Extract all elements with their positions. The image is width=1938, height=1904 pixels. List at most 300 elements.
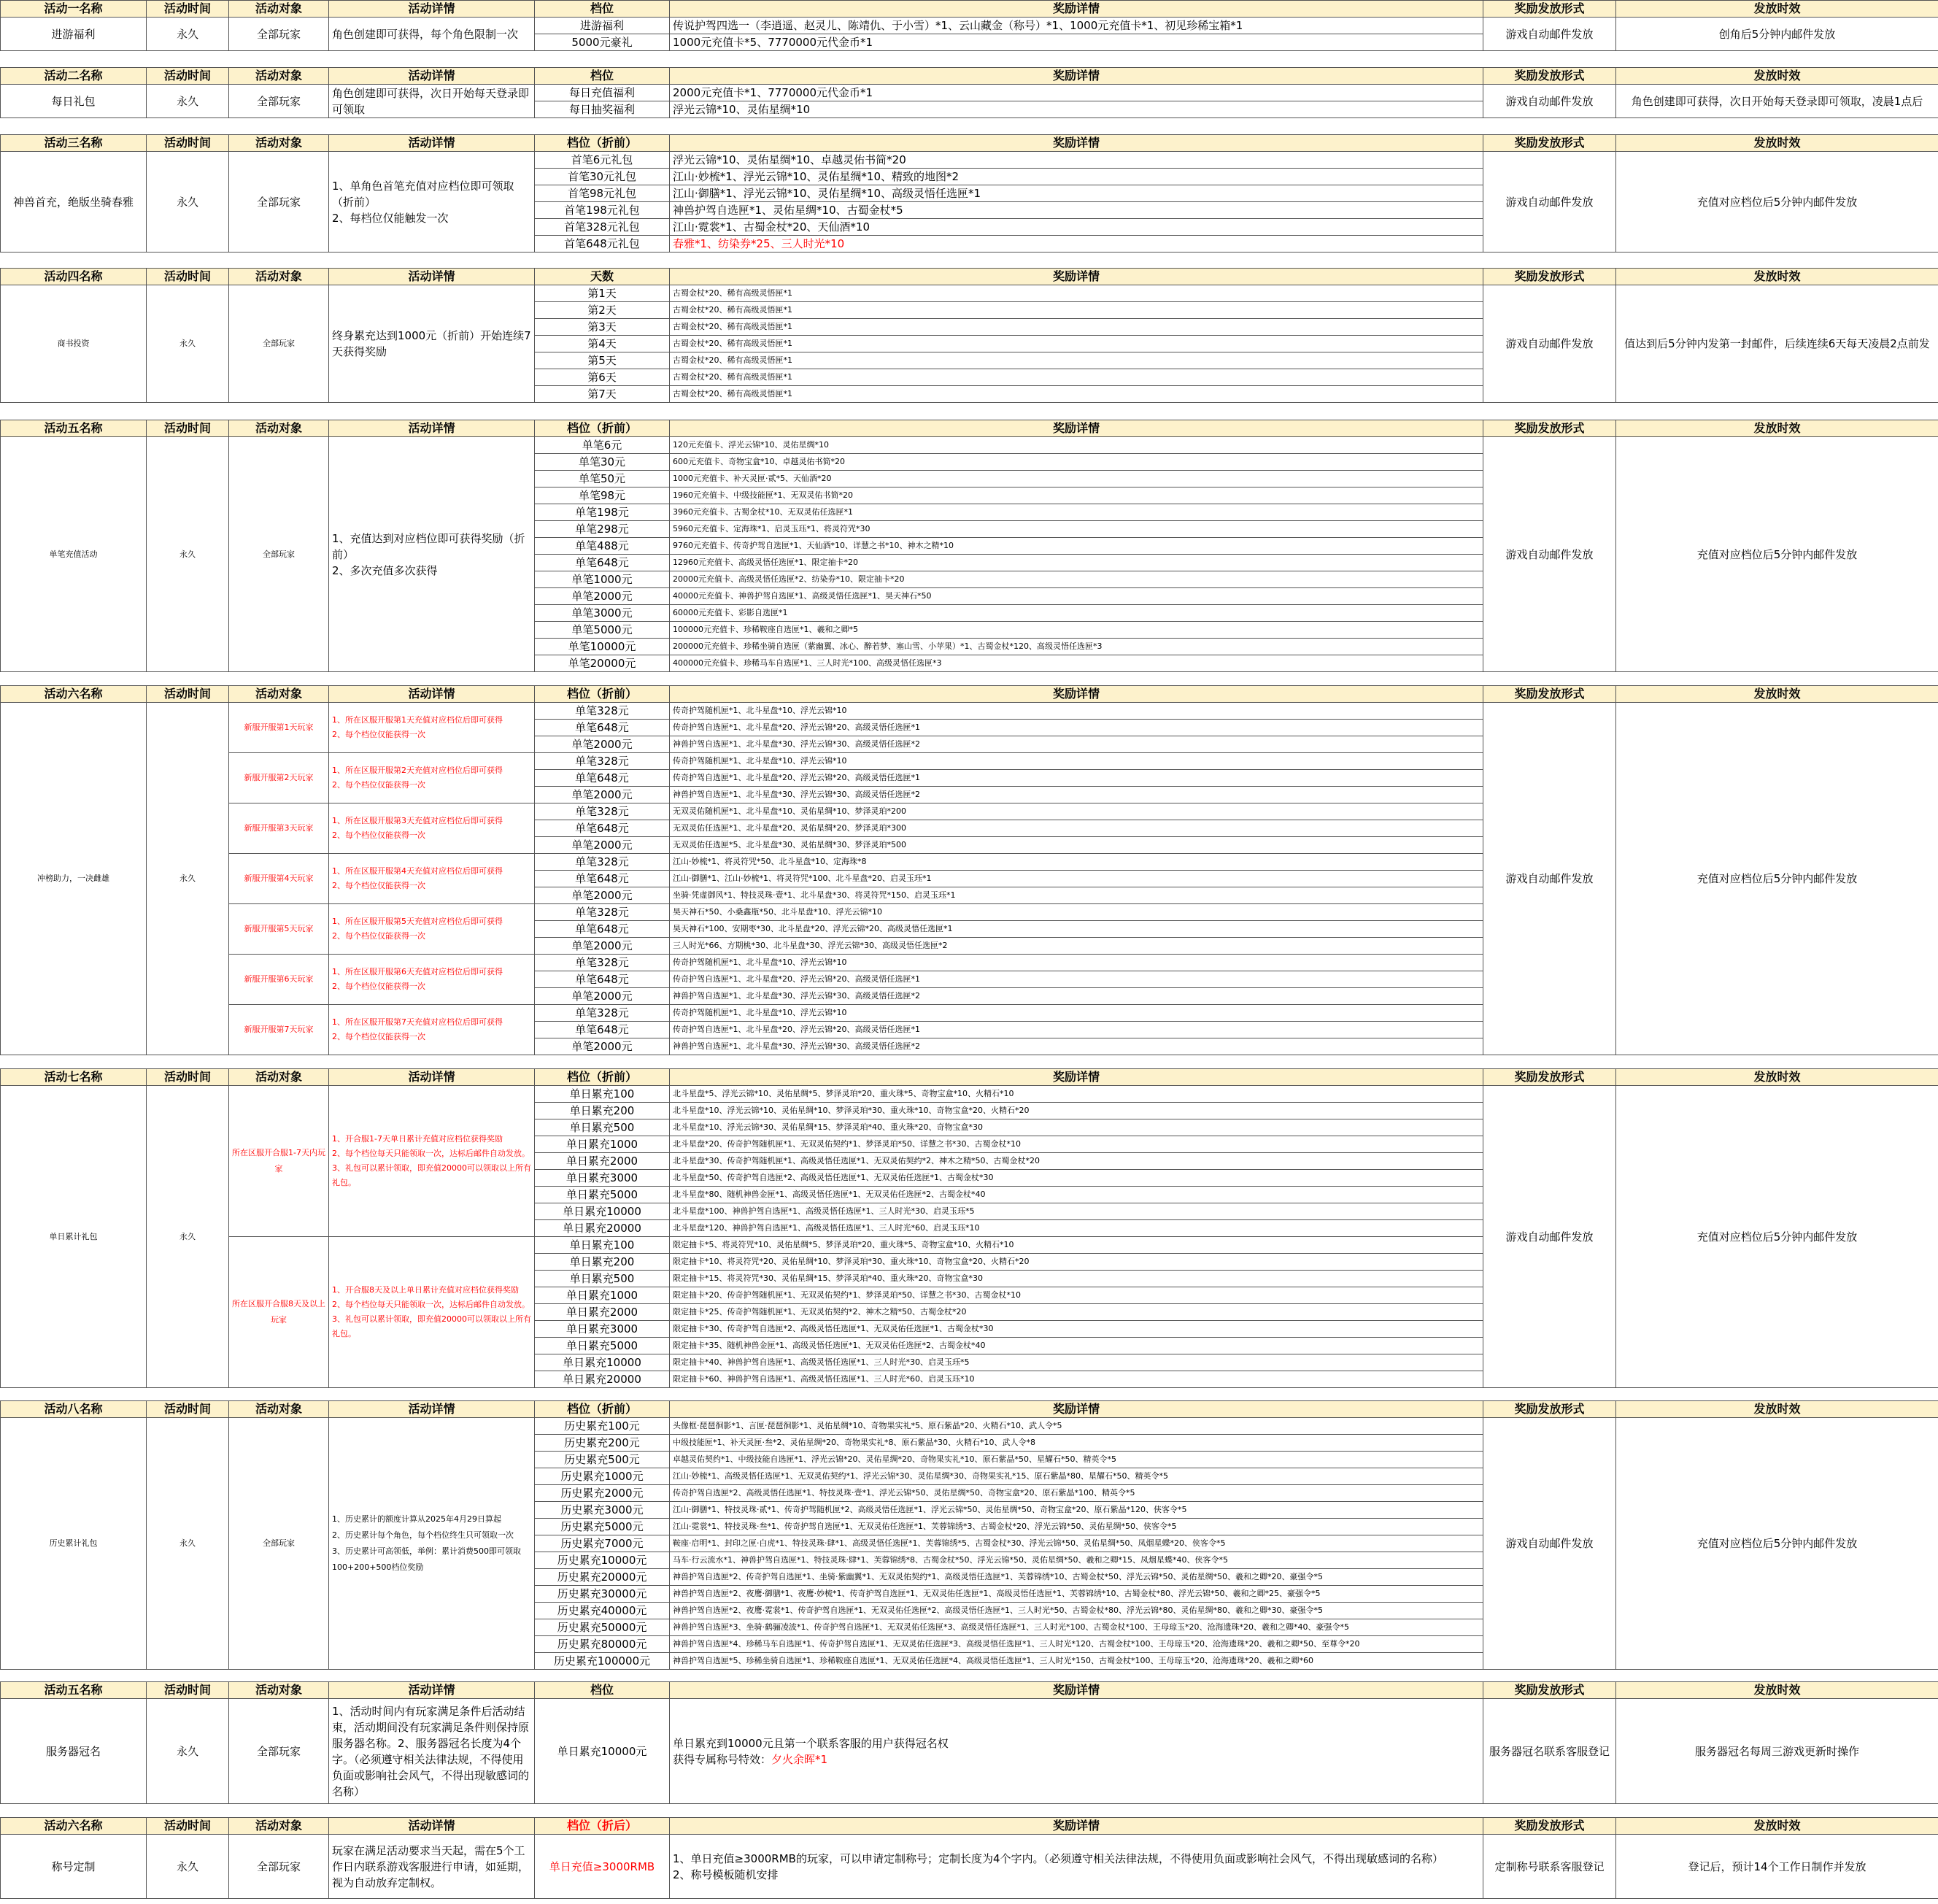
header-time: 活动时间: [147, 135, 229, 152]
reward-cell: 北斗星盘*10、浮光云锦*10、灵佑星绸*10、梦泽灵珀*30、重火珠*10、奇物宝盒*20、火精石*20: [670, 1103, 1483, 1119]
reward-timing: 充值对应档位后5分钟内邮件发放: [1616, 703, 1938, 1055]
activity-detail: [329, 18, 535, 51]
reward-cell: 传奇护驾随机匣*1、北斗星盘*10、浮光云锦*10: [670, 955, 1483, 971]
tier-cell: 单笔10000元: [535, 639, 670, 655]
activity-block-a6: [0, 685, 1938, 1055]
tier-cell: 每日抽奖福利: [535, 101, 670, 118]
detail-line: 1、所在区服开服第5天充值对应档位后即可获得: [332, 917, 503, 926]
tier-cell: 单笔328元: [535, 1005, 670, 1022]
tier-cell: 首笔328元礼包: [535, 219, 670, 236]
detail-line: 1、所在区服开服第2天充值对应档位后即可获得: [332, 766, 503, 775]
tier-cell: 单笔648元: [535, 770, 670, 787]
tier-cell: 历史累充500元: [535, 1452, 670, 1468]
header-name: 活动三名称: [1, 135, 147, 152]
reward-cell: 北斗星盘*120、神兽护驾自选匣*1、高级灵悟任选匣*1、三人时光*60、启灵玉珏*10: [670, 1220, 1483, 1237]
reward-cell: 神兽护驾自选匣*1、北斗星盘*30、浮光云锦*30、高级灵悟任选匣*2: [670, 736, 1483, 753]
reward-text: 获得专属称号特效：: [673, 1752, 772, 1766]
reward-timing: 充值对应档位后5分钟内邮件发放: [1616, 152, 1938, 253]
detail-line: 2、每个档位仅能获得一次: [332, 830, 425, 840]
reward-cell: 5960元充值卡、定海珠*1、启灵玉珏*1、将灵符咒*30: [670, 521, 1483, 538]
reward-timing: 充值对应档位后5分钟内邮件发放: [1616, 437, 1938, 672]
reward-cell: 神兽护驾自选匣*2、夜鹰·霓裳*1、传奇护驾自选匣*1、无双灵佑任选匣*2、高级灵悟任选匣*1、三人时光*50、古蜀金杖*80、浮光云锦*80、灵佑星绸*80、羲和之卿*30、豪强令*5: [670, 1603, 1483, 1619]
reward-cell: 古蜀金杖*20、稀有高级灵悟匣*1: [670, 302, 1483, 319]
header-reward: 奖励详情: [670, 420, 1483, 437]
activity-block-a8: [0, 1400, 1938, 1670]
tier-cell: 单笔2000元: [535, 736, 670, 753]
header-timing: 发放时效: [1616, 1069, 1938, 1086]
reward-cell: 限定抽卡*25、传奇护驾随机匣*1、无双灵佑契约*2、神木之精*50、古蜀金杖*20: [670, 1304, 1483, 1321]
tier-cell: 历史累充10000元: [535, 1552, 670, 1569]
activity-detail: [329, 1005, 535, 1055]
header-timing: 发放时效: [1616, 420, 1938, 437]
activity-target: 全部玩家: [229, 1835, 329, 1899]
activity-table: [0, 685, 1938, 1055]
tier-cell: 单日累充500: [535, 1119, 670, 1136]
tier-cell: 历史累充2000元: [535, 1485, 670, 1502]
tier-cell: 单笔6元: [535, 437, 670, 454]
reward-cell: 中级技能匣*1、补天灵匣·叁*2、灵佑星绸*20、奇物果实礼*8、原石紫晶*30、火精石*10、武人令*8: [670, 1435, 1483, 1452]
tier-cell: 历史累充100000元: [535, 1653, 670, 1670]
header-tier: 档位（折前）: [535, 686, 670, 703]
reward-cell: 神兽护驾自选匣*4、珍稀马车自选匣*1、传奇护驾自选匣*1、无双灵佑任选匣*3、高级灵悟任选匣*1、三人时光*120、古蜀金杖*100、王母琼玉*20、沧海遗珠*20、羲和之卿*50、至尊令*20: [670, 1636, 1483, 1653]
tier-cell: 单笔648元: [535, 921, 670, 938]
reward-cell: 1960元充值卡、中级技能匣*1、无双灵佑书简*20: [670, 487, 1483, 504]
tier-cell: 单笔328元: [535, 803, 670, 820]
reward-cell: 昊天神石*100、安期枣*30、北斗星盘*20、浮光云锦*20、高级灵悟任选匣*1: [670, 921, 1483, 938]
reward-cell: 400000元充值卡、珍稀马车自选匣*1、三人时光*100、高级灵悟任选匣*3: [670, 655, 1483, 672]
detail-line: 2、每个档位每天只能领取一次，达标后邮件自动发放。: [332, 1300, 530, 1309]
table-row: [1, 1699, 1938, 1804]
header-target: 活动对象: [229, 1818, 329, 1835]
reward-cell: 鞍座·启明*1、封印之匣·白虎*1、特技灵珠·肆*1、高级灵悟任选匣*1、芙蓉锦绣*5、古蜀金杖*30、浮光云锦*50、灵佑星绸*50、凤烟星蝶*20、侠客令*5: [670, 1535, 1483, 1552]
reward-cell: 北斗星盘*20、传奇护驾随机匣*1、无双灵佑契约*1、梦泽灵珀*50、详慧之书*30、古蜀金杖*10: [670, 1136, 1483, 1153]
reward-cell: 北斗星盘*80、随机神兽金匣*1、高级灵悟任选匣*1、无双灵佑任选匣*2、古蜀金杖*40: [670, 1187, 1483, 1203]
activity-detail: [329, 285, 535, 403]
header-target: 活动对象: [229, 1682, 329, 1699]
reward-cell: 传奇护驾随机匣*1、北斗星盘*10、浮光云锦*10: [670, 1005, 1483, 1022]
reward-cell: 传奇护驾自选匣*2、高级灵悟任选匣*1、特技灵珠·壹*1、浮光云锦*50、灵佑星绸*50、奇物宝盒*20、原石紫晶*100、精英令*5: [670, 1485, 1483, 1502]
activity-target: 所在区服开合服8天及以上玩家: [229, 1237, 329, 1388]
header-timing: 发放时效: [1616, 1, 1938, 18]
activity-detail: [329, 955, 535, 1005]
reward-cell: 古蜀金杖*20、稀有高级灵悟匣*1: [670, 369, 1483, 386]
header-detail: 活动详情: [329, 68, 535, 85]
reward-timing: 充值对应档位后5分钟内邮件发放: [1616, 1418, 1938, 1670]
reward-cell: 古蜀金杖*20、稀有高级灵悟匣*1: [670, 285, 1483, 302]
detail-line: 1、所在区服开服第6天充值对应档位后即可获得: [332, 967, 503, 976]
tier-cell: 单笔5000元: [535, 622, 670, 639]
tier-cell: 单笔2000元: [535, 588, 670, 605]
tier-cell: 历史累充80000元: [535, 1636, 670, 1653]
tier-cell: 5000元豪礼: [535, 34, 670, 51]
tier-cell: 单日累充100: [535, 1237, 670, 1254]
reward-cell: 限定抽卡*35、随机神兽金匣*1、高级灵悟任选匣*1、无双灵佑任选匣*2、古蜀金杖*40: [670, 1338, 1483, 1354]
header-detail: 活动详情: [329, 1401, 535, 1418]
reward-cell: 限定抽卡*15、将灵符咒*30、灵佑星绸*15、梦泽灵珀*40、重火珠*20、奇物宝盒*30: [670, 1271, 1483, 1287]
reward-cell: 北斗星盘*5、浮光云锦*10、灵佑星绸*5、梦泽灵珀*20、重火珠*5、奇物宝盒*10、火精石*10: [670, 1086, 1483, 1103]
detail-line: 1、充值达到对应档位即可获得奖励（折前）: [332, 531, 525, 561]
detail-line: 1、开合服1-7天单日累计充值对应档位获得奖励: [332, 1134, 503, 1144]
tier-cell: 单笔198元: [535, 504, 670, 521]
header-reward: 奖励详情: [670, 1682, 1483, 1699]
detail-line: 3、礼包可以累计领取，即充值20000可以领取以上所有礼包。: [332, 1163, 531, 1187]
activity-block-a1: [0, 0, 1938, 51]
tier-cell: 历史累充30000元: [535, 1586, 670, 1603]
activity-block-a9: [0, 1681, 1938, 1804]
activity-time: 永久: [147, 285, 229, 403]
header-timing: 发放时效: [1616, 1401, 1938, 1418]
activity-detail: [329, 803, 535, 854]
reward-cell: 传奇护驾随机匣*1、北斗星盘*10、浮光云锦*10: [670, 703, 1483, 720]
tier-cell: 每日充值福利: [535, 85, 670, 101]
table-row: [1, 1418, 1938, 1435]
tier-cell: 单笔648元: [535, 555, 670, 571]
reward-cell: 江山·妙梳*1、浮光云锦*10、灵佑星绸*10、精致的地图*2: [670, 169, 1483, 185]
activity-block-a2: [0, 67, 1938, 118]
detail-line: 2、每个档位仅能获得一次: [332, 730, 425, 739]
tier-cell: 第1天: [535, 285, 670, 302]
detail-line: 2、每个档位仅能获得一次: [332, 931, 425, 941]
reward-cell: 神兽护驾自选匣*1、灵佑星绸*10、古蜀金杖*5: [670, 202, 1483, 219]
activity-detail: [329, 1418, 535, 1670]
header-time: 活动时间: [147, 1401, 229, 1418]
activity-table: [0, 1681, 1938, 1804]
activity-time: 永久: [147, 437, 229, 672]
reward-cell: 120元充值卡、浮光云锦*10、灵佑星绸*10: [670, 437, 1483, 454]
header-name: 活动六名称: [1, 686, 147, 703]
header-time: 活动时间: [147, 420, 229, 437]
reward-cell: 江山·妙梳*1、高级灵悟任选匣*1、无双灵佑契约*1、浮光云锦*30、灵佑星绸*30、奇物果实礼*15、原石紫晶*80、星耀石*50、精英令*5: [670, 1468, 1483, 1485]
reward-cell: 3960元充值卡、古蜀金杖*10、无双灵佑任选匣*1: [670, 504, 1483, 521]
header-name: 活动五名称: [1, 420, 147, 437]
header-detail: 活动详情: [329, 1682, 535, 1699]
header-reward: 奖励详情: [670, 686, 1483, 703]
tier-cell: 单日累充5000: [535, 1338, 670, 1354]
reward-cell: 限定抽卡*20、传奇护驾随机匣*1、无双灵佑契约*1、梦泽灵珀*50、详慧之书*30、古蜀金杖*10: [670, 1287, 1483, 1304]
tier-cell: 单笔2000元: [535, 787, 670, 803]
tier-cell: 历史累充7000元: [535, 1535, 670, 1552]
tier-cell: 单笔328元: [535, 703, 670, 720]
reward-cell: 三人时光*66、方期桃*30、北斗星盘*30、浮光云锦*30、高级灵悟任选匣*2: [670, 938, 1483, 955]
activity-name: 进游福利: [1, 18, 147, 51]
header-tier: 档位: [535, 1682, 670, 1699]
reward-cell: 江山·御膳*1、特技灵珠·贰*1、传奇护驾随机匣*2、高级灵悟任选匣*1、浮光云锦*50、灵佑星绸*50、奇物宝盒*20、原石紫晶*120、侠客令*5: [670, 1502, 1483, 1519]
activity-detail: [329, 854, 535, 904]
header-row: [1, 135, 1938, 152]
tier-cell: 单笔328元: [535, 854, 670, 871]
header-row: [1, 68, 1938, 85]
reward-cell: 春雅*1、纺染券*25、三人时光*10: [670, 236, 1483, 253]
tier-cell: 单日累充2000: [535, 1153, 670, 1170]
detail-line: 角色创建即可获得，次日开始每天登录即可领取: [332, 86, 530, 116]
tier-cell: 单日累充100: [535, 1086, 670, 1103]
header-time: 活动时间: [147, 1818, 229, 1835]
reward-cell: 无双灵佑任选匣*5、北斗星盘*30、灵佑星绸*30、梦泽灵珀*500: [670, 837, 1483, 854]
detail-line: 2、每个档位每天只能领取一次，达标后邮件自动发放。: [332, 1149, 530, 1158]
table-row: [1, 437, 1938, 454]
reward-cell: 神兽护驾自选匣*1、北斗星盘*30、浮光云锦*30、高级灵悟任选匣*2: [670, 988, 1483, 1005]
detail-line: 角色创建即可获得，每个角色限制一次: [332, 27, 519, 41]
activity-time: 永久: [147, 18, 229, 51]
tier-cell: 单笔2000元: [535, 1038, 670, 1055]
tier-cell: 单日累充1000: [535, 1287, 670, 1304]
reward-cell: 神兽护驾自选匣*3、坐骑·鹤骊凌波*1、传奇护驾自选匣*1、无双灵佑任选匣*3、高级灵悟任选匣*1、三人时光*100、古蜀金杖*100、王母琼玉*20、沧海遗珠*20、羲和之卿*40、豪强令*5: [670, 1619, 1483, 1636]
header-target: 活动对象: [229, 68, 329, 85]
header-detail: 活动详情: [329, 1818, 535, 1835]
header-timing: 发放时效: [1616, 1818, 1938, 1835]
activity-time: 永久: [147, 85, 229, 118]
activity-time: 永久: [147, 703, 229, 1055]
reward-cell: 古蜀金杖*20、稀有高级灵悟匣*1: [670, 386, 1483, 403]
activity-block-a5: [0, 420, 1938, 672]
header-reward: 奖励详情: [670, 135, 1483, 152]
activity-name: 单日累计礼包: [1, 1086, 147, 1388]
reward-cell: 40000元充值卡、神兽护驾自选匣*1、高级灵悟任选匣*1、昊天神石*50: [670, 588, 1483, 605]
reward-method: 游戏自动邮件发放: [1483, 152, 1616, 253]
reward-cell: 坐骑·凭虚御风*1、特技灵珠·壹*1、北斗星盘*30、将灵符咒*150、启灵玉珏*1: [670, 887, 1483, 904]
header-tier: 档位（折后）: [535, 1818, 670, 1835]
tier-cell: 单笔328元: [535, 955, 670, 971]
header-time: 活动时间: [147, 686, 229, 703]
reward-cell: 限定抽卡*60、神兽护驾自选匣*1、高级灵悟任选匣*1、三人时光*60、启灵玉珏*10: [670, 1371, 1483, 1388]
header-detail: 活动详情: [329, 1, 535, 18]
header-time: 活动时间: [147, 269, 229, 285]
detail-line: 2、每个档位仅能获得一次: [332, 982, 425, 991]
header-timing: 发放时效: [1616, 686, 1938, 703]
reward-cell: [670, 1835, 1483, 1899]
detail-line: 1、所在区服开服第4天充值对应档位后即可获得: [332, 866, 503, 876]
detail-line: 3、历史累计可高领低，举例：累计消费500即可领取100+200+500档位奖励: [332, 1546, 521, 1572]
reward-cell: 限定抽卡*40、神兽护驾自选匣*1、高级灵悟任选匣*1、三人时光*30、启灵玉珏*5: [670, 1354, 1483, 1371]
reward-cell: 神兽护驾自选匣*1、北斗星盘*30、浮光云锦*30、高级灵悟任选匣*2: [670, 1038, 1483, 1055]
reward-cell: 古蜀金杖*20、稀有高级灵悟匣*1: [670, 352, 1483, 369]
detail-line: 1、开合服8天及以上单日累计充值对应档位获得奖励: [332, 1285, 519, 1295]
tier-cell: 单笔3000元: [535, 605, 670, 622]
tier-cell: 单笔2000元: [535, 938, 670, 955]
header-row: [1, 1682, 1938, 1699]
header-name: 活动八名称: [1, 1401, 147, 1418]
header-target: 活动对象: [229, 135, 329, 152]
header-target: 活动对象: [229, 1, 329, 18]
detail-line: 3、礼包可以累计领取，即充值20000可以领取以上所有礼包。: [332, 1314, 531, 1338]
tier-cell: 进游福利: [535, 18, 670, 34]
reward-cell: 无双灵佑随机匣*1、北斗星盘*10、灵佑星绸*10、梦泽灵珀*200: [670, 803, 1483, 820]
activity-time: 永久: [147, 1086, 229, 1388]
activity-time: 永久: [147, 1835, 229, 1899]
reward-cell: 1000元充值卡、补天灵匣·贰*5、天仙酒*20: [670, 471, 1483, 487]
header-reward: 奖励详情: [670, 1818, 1483, 1835]
activity-detail: 玩家在满足活动要求当天起，需在5个工作日内联系游戏客服进行申请，如延期，视为自动放弃定制权。: [329, 1835, 535, 1899]
reward-cell: 传说护驾四选一（李逍遥、赵灵儿、陈靖仇、于小雪）*1、云山藏金（称号）*1、1000元充值卡*1、初见珍稀宝箱*1: [670, 18, 1483, 34]
reward-cell: 北斗星盘*30、传奇护驾随机匣*1、高级灵悟任选匣*1、无双灵佑契约*2、神木之精*50、古蜀金杖*20: [670, 1153, 1483, 1170]
header-detail: 活动详情: [329, 135, 535, 152]
activity-target: 新服开服第6天玩家: [229, 955, 329, 1005]
tier-cell: 单笔648元: [535, 971, 670, 988]
reward-cell: 江山·霓裳*1、古蜀金杖*20、天仙酒*10: [670, 219, 1483, 236]
reward-method: 游戏自动邮件发放: [1483, 285, 1616, 403]
tier-cell: 首笔648元礼包: [535, 236, 670, 253]
activity-table: [0, 1400, 1938, 1670]
reward-method: 游戏自动邮件发放: [1483, 85, 1616, 118]
header-row: [1, 1, 1938, 18]
reward-timing: 服务器冠名每周三游戏更新时操作: [1616, 1699, 1938, 1804]
header-name: 活动七名称: [1, 1069, 147, 1086]
header-detail: 活动详情: [329, 686, 535, 703]
tier-cell: 单日累充3000: [535, 1321, 670, 1338]
reward-method: 游戏自动邮件发放: [1483, 1086, 1616, 1388]
tier-cell: 第6天: [535, 369, 670, 386]
reward-cell: 头像框·琵琶徊影*1、言匣·琵琶徊影*1、灵佑星绸*10、奇物果实礼*5、原石紫晶*20、火精石*10、武人令*5: [670, 1418, 1483, 1435]
activity-target: 全部玩家: [229, 18, 329, 51]
detail-line: 1、所在区服开服第7天充值对应档位后即可获得: [332, 1017, 503, 1027]
activity-block-a4: [0, 268, 1938, 403]
tier-cell: 单笔30元: [535, 454, 670, 471]
header-row: [1, 269, 1938, 285]
header-method: 奖励发放形式: [1483, 68, 1616, 85]
activity-detail: [329, 753, 535, 803]
tier-cell: 单日累充3000: [535, 1170, 670, 1187]
header-detail: 活动详情: [329, 269, 535, 285]
special-title: 夕火余晖*1: [771, 1752, 828, 1766]
header-time: 活动时间: [147, 1, 229, 18]
activity-table: [0, 420, 1938, 672]
activity-target: 新服开服第1天玩家: [229, 703, 329, 753]
activity-target: 全部玩家: [229, 285, 329, 403]
tier-cell: 单笔648元: [535, 871, 670, 887]
activity-table: [0, 268, 1938, 403]
reward-cell: 卓越灵佑契约*1、中级技能自选匣*1、浮光云锦*20、灵佑星绸*20、奇物果实礼*10、原石紫晶*50、星耀石*50、精英令*5: [670, 1452, 1483, 1468]
reward-timing: 角色创建即可获得，次日开始每天登录即可领取，凌晨1点后: [1616, 85, 1938, 118]
header-method: 奖励发放形式: [1483, 1, 1616, 18]
activity-table: [0, 1817, 1938, 1899]
header-tier: 档位（折前）: [535, 135, 670, 152]
header-method: 奖励发放形式: [1483, 1069, 1616, 1086]
header-tier: 档位（折前）: [535, 1401, 670, 1418]
reward-line: 1、单日充值≥3000RMB的玩家，可以申请定制称号；定制长度为4个字内。（必须遵守相关法律法规，不得使用负面或影响社会风气，不得出现敏感词的名称）: [673, 1851, 1443, 1865]
tier-cell: 历史累充40000元: [535, 1603, 670, 1619]
reward-cell: 传奇护驾自选匣*1、北斗星盘*20、浮光云锦*20、高级灵悟任选匣*1: [670, 770, 1483, 787]
tier-cell: 单笔1000元: [535, 571, 670, 588]
reward-cell: 浮光云锦*10、灵佑星绸*10、卓越灵佑书简*20: [670, 152, 1483, 169]
header-reward: 奖励详情: [670, 68, 1483, 85]
reward-method: 游戏自动邮件发放: [1483, 1418, 1616, 1670]
reward-cell: 昊天神石*50、小桑鑫瓶*50、北斗星盘*10、浮光云锦*10: [670, 904, 1483, 921]
header-method: 奖励发放形式: [1483, 135, 1616, 152]
reward-cell: 100000元充值卡、珍稀鞍座自选匣*1、羲和之卿*5: [670, 622, 1483, 639]
tier-cell: 单笔2000元: [535, 988, 670, 1005]
header-name: 活动一名称: [1, 1, 147, 18]
reward-cell: 江山·妙梳*1、将灵符咒*50、北斗星盘*10、定海珠*8: [670, 854, 1483, 871]
tier-cell: 单日累充1000: [535, 1136, 670, 1153]
reward-method: 游戏自动邮件发放: [1483, 18, 1616, 51]
header-name: 活动六名称: [1, 1818, 147, 1835]
header-tier: 档位（折前）: [535, 1069, 670, 1086]
reward-cell: 神兽护驾自选匣*5、珍稀坐骑自选匣*1、珍稀鞍座自选匣*1、无双灵佑任选匣*4、高级灵悟任选匣*1、三人时光*150、古蜀金杖*100、王母琼玉*20、沧海遗珠*20、羲和之卿*60: [670, 1653, 1483, 1670]
tier-cell: 单日累充10000: [535, 1203, 670, 1220]
tier-cell: 单笔328元: [535, 753, 670, 770]
detail-line: 2、每个档位仅能获得一次: [332, 780, 425, 790]
tier-cell: 历史累充1000元: [535, 1468, 670, 1485]
activity-target: 新服开服第5天玩家: [229, 904, 329, 955]
header-detail: 活动详情: [329, 420, 535, 437]
activity-table: [0, 1068, 1938, 1388]
tier-cell: 单笔648元: [535, 1022, 670, 1038]
activity-target: 新服开服第4天玩家: [229, 854, 329, 904]
reward-cell: 60000元充值卡、彩影自选匣*1: [670, 605, 1483, 622]
activity-target: 新服开服第2天玩家: [229, 753, 329, 803]
detail-line: 2、每档位仅能触发一次: [332, 211, 449, 225]
header-time: 活动时间: [147, 1682, 229, 1699]
header-detail: 活动详情: [329, 1069, 535, 1086]
header-reward: 奖励详情: [670, 1069, 1483, 1086]
detail-line: 1、所在区服开服第3天充值对应档位后即可获得: [332, 816, 503, 825]
detail-line: 2、每个档位仅能获得一次: [332, 1032, 425, 1041]
activity-detail: [329, 85, 535, 118]
header-tier: 档位: [535, 1, 670, 18]
header-method: 奖励发放形式: [1483, 686, 1616, 703]
activity-detail: [329, 152, 535, 253]
reward-cell: 限定抽卡*5、将灵符咒*10、灵佑星绸*5、梦泽灵珀*20、重火珠*5、奇物宝盒*10、火精石*10: [670, 1237, 1483, 1254]
reward-cell: 北斗星盘*10、浮光云锦*30、灵佑星绸*15、梦泽灵珀*40、重火珠*20、奇物宝盒*30: [670, 1119, 1483, 1136]
reward-line: 单日累充到10000元且第一个联系客服的用户获得冠名权: [673, 1736, 949, 1750]
header-method: 奖励发放形式: [1483, 1818, 1616, 1835]
tier-cell: 单笔488元: [535, 538, 670, 555]
table-row: [1, 152, 1938, 169]
tier-cell: 单笔298元: [535, 521, 670, 538]
reward-cell: 12960元充值卡、高级灵悟任选匣*1、限定抽卡*20: [670, 555, 1483, 571]
activity-table: [0, 0, 1938, 51]
header-method: 奖励发放形式: [1483, 420, 1616, 437]
header-time: 活动时间: [147, 1069, 229, 1086]
tier-cell: 单笔20000元: [535, 655, 670, 672]
tier-cell: 首笔98元礼包: [535, 185, 670, 202]
tier-cell: 第5天: [535, 352, 670, 369]
reward-timing: 登记后，预计14个工作日制作并发放: [1616, 1835, 1938, 1899]
reward-timing: 创角后5分钟内邮件发放: [1616, 18, 1938, 51]
tier-cell: 单笔328元: [535, 904, 670, 921]
reward-cell: 传奇护驾自选匣*1、北斗星盘*20、浮光云锦*20、高级灵悟任选匣*1: [670, 971, 1483, 988]
reward-cell: 无双灵佑任选匣*1、北斗星盘*20、灵佑星绸*20、梦泽灵珀*300: [670, 820, 1483, 837]
activity-name: 单笔充值活动: [1, 437, 147, 672]
reward-cell: 北斗星盘*100、神兽护驾自选匣*1、高级灵悟任选匣*1、三人时光*30、启灵玉珏*5: [670, 1203, 1483, 1220]
reward-cell: 1000元充值卡*5、7770000元代金币*1: [670, 34, 1483, 51]
detail-line: 2、多次充值多次获得: [332, 563, 438, 577]
reward-cell: 神兽护驾自选匣*1、北斗星盘*30、浮光云锦*30、高级灵悟任选匣*2: [670, 787, 1483, 803]
header-tier: 档位: [535, 68, 670, 85]
activity-target: 全部玩家: [229, 1418, 329, 1670]
tier-cell: 单笔50元: [535, 471, 670, 487]
activity-detail: [329, 1086, 535, 1237]
table-row: [1, 703, 1938, 720]
tier-cell: 首笔30元礼包: [535, 169, 670, 185]
reward-cell: 古蜀金杖*20、稀有高级灵悟匣*1: [670, 319, 1483, 336]
tier-cell: 第4天: [535, 336, 670, 352]
tier-cell: 历史累充3000元: [535, 1502, 670, 1519]
header-timing: 发放时效: [1616, 269, 1938, 285]
activity-name: 历史累计礼包: [1, 1418, 147, 1670]
activity-target: 全部玩家: [229, 1699, 329, 1804]
table-row: [1, 18, 1938, 34]
activity-target: 全部玩家: [229, 437, 329, 672]
tier-cell: 历史累充100元: [535, 1418, 670, 1435]
tier-cell: 单笔648元: [535, 820, 670, 837]
tier-cell: 单日累充200: [535, 1103, 670, 1119]
reward-cell: 古蜀金杖*20、稀有高级灵悟匣*1: [670, 336, 1483, 352]
activity-table: [0, 67, 1938, 118]
activity-block-a7: [0, 1068, 1938, 1388]
activity-detail: [329, 904, 535, 955]
activity-target: 所在区服开合服1-7天内玩家: [229, 1086, 329, 1237]
